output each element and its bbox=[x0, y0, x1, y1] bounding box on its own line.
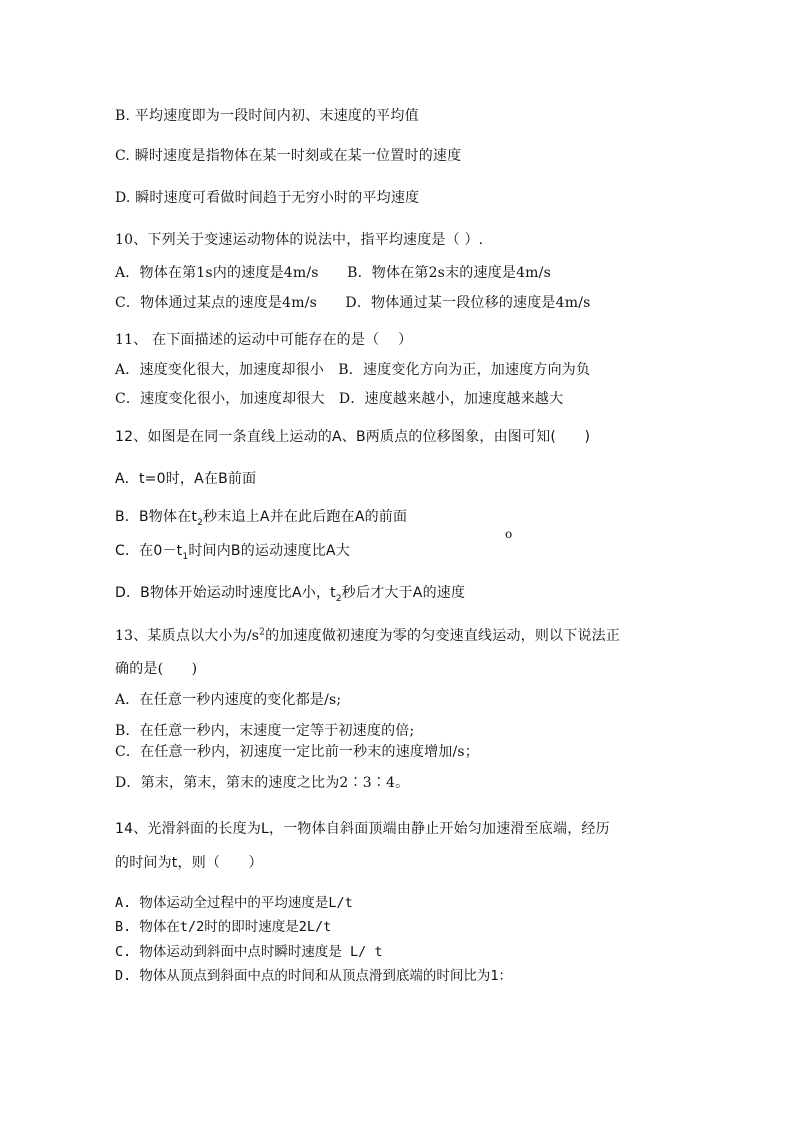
q10-stem: 10、下列关于变速运动物体的说法中，指平均速度是（ ）. bbox=[115, 232, 484, 248]
q12-option-b-text-1: B．B物体在t bbox=[115, 509, 198, 525]
q12-option-d-text-2: 秒后才大于A的速度 bbox=[341, 585, 466, 601]
q10-options-ab: A．物体在第1s内的速度是4m/s B．物体在第2s末的速度是4m/s bbox=[115, 265, 551, 281]
q11-options-cd: C．速度变化很小，加速度却很大 D．速度越来越小，加速度越来越大 bbox=[115, 391, 564, 407]
q12-option-c-subscript: 1 bbox=[182, 551, 189, 562]
q13-stem-text-1: 13、某质点以大小为/s bbox=[115, 628, 260, 644]
q14-option-c: C. 物体运动到斜面中点时瞬时速度是 L/ t bbox=[115, 944, 383, 960]
q12-option-a: A．t=0时，A在B前面 bbox=[115, 471, 257, 487]
q12-option-d-text-1: D．B物体开始运动时速度比A小，t bbox=[115, 585, 336, 601]
q12-option-d bbox=[115, 583, 465, 603]
q14-option-a: A. 物体运动全过程中的平均速度是L/t bbox=[115, 895, 353, 911]
q9-option-b: B. 平均速度即为一段时间内初、末速度的平均值 bbox=[115, 108, 419, 124]
q14-stem-line-2: 的时间为t，则（ ） bbox=[115, 855, 263, 871]
stray-mark: o bbox=[505, 527, 513, 541]
q12-option-c-text-2: 时间内B的运动速度比A大 bbox=[188, 543, 350, 559]
q11-stem: 11、 在下面描述的运动中可能存在的是（ ） bbox=[115, 332, 413, 348]
q13-stem-line-1 bbox=[115, 626, 620, 646]
q12-option-c-text-1: C．在0－t bbox=[115, 543, 183, 559]
q12-option-b-text-2: 秒末追上A并在此后跑在A的前面 bbox=[203, 509, 408, 525]
q14-option-b: B. 物体在t/2时的即时速度是2L/t bbox=[115, 919, 332, 935]
q13-stem-line-2: 确的是( ) bbox=[115, 661, 198, 677]
q10-options-cd: C．物体通过某点的速度是4m/s D．物体通过某一段位移的速度是4m/s bbox=[115, 295, 591, 311]
q13-option-c: C．在任意一秒内，初速度一定比前一秒末的速度增加/s； bbox=[115, 744, 480, 760]
q13-stem-text-2: 的加速度做初速度为零的匀变速直线运动，则以下说法正 bbox=[265, 628, 621, 644]
q14-stem-line-1: 14、光滑斜面的长度为L，一物体自斜面顶端由静止开始匀加速滑至底端，经历 bbox=[115, 821, 610, 837]
q13-option-a: A．在任意一秒内速度的变化都是/s; bbox=[115, 692, 342, 708]
q9-option-c: C. 瞬时速度是指物体在某一时刻或在某一位置时的速度 bbox=[115, 148, 462, 164]
q9-option-d: D. 瞬时速度可看做时间趋于无穷小时的平均速度 bbox=[115, 190, 420, 206]
q12-option-d-subscript: 2 bbox=[335, 593, 342, 604]
q12-stem: 12、如图是在同一条直线上运动的A、B两质点的位移图象，由图可知( ) bbox=[115, 429, 591, 445]
q13-option-d: D．第末，第末，第末的速度之比为2∶3∶4。 bbox=[115, 775, 410, 791]
q11-options-ab: A．速度变化很大，加速度却很小 B．速度变化方向为正，加速度方向为负 bbox=[115, 362, 591, 378]
q12-option-b-subscript: 2 bbox=[197, 517, 204, 528]
q12-option-c bbox=[115, 541, 350, 561]
q12-option-b bbox=[115, 507, 407, 527]
q14-option-d: D. 物体从顶点到斜面中点的时间和从顶点滑到底端的时间比为1： bbox=[115, 968, 513, 984]
q13-option-b: B．在任意一秒内，末速度一定等于初速度的倍; bbox=[115, 723, 415, 739]
q13-stem-superscript: 2 bbox=[259, 627, 266, 638]
